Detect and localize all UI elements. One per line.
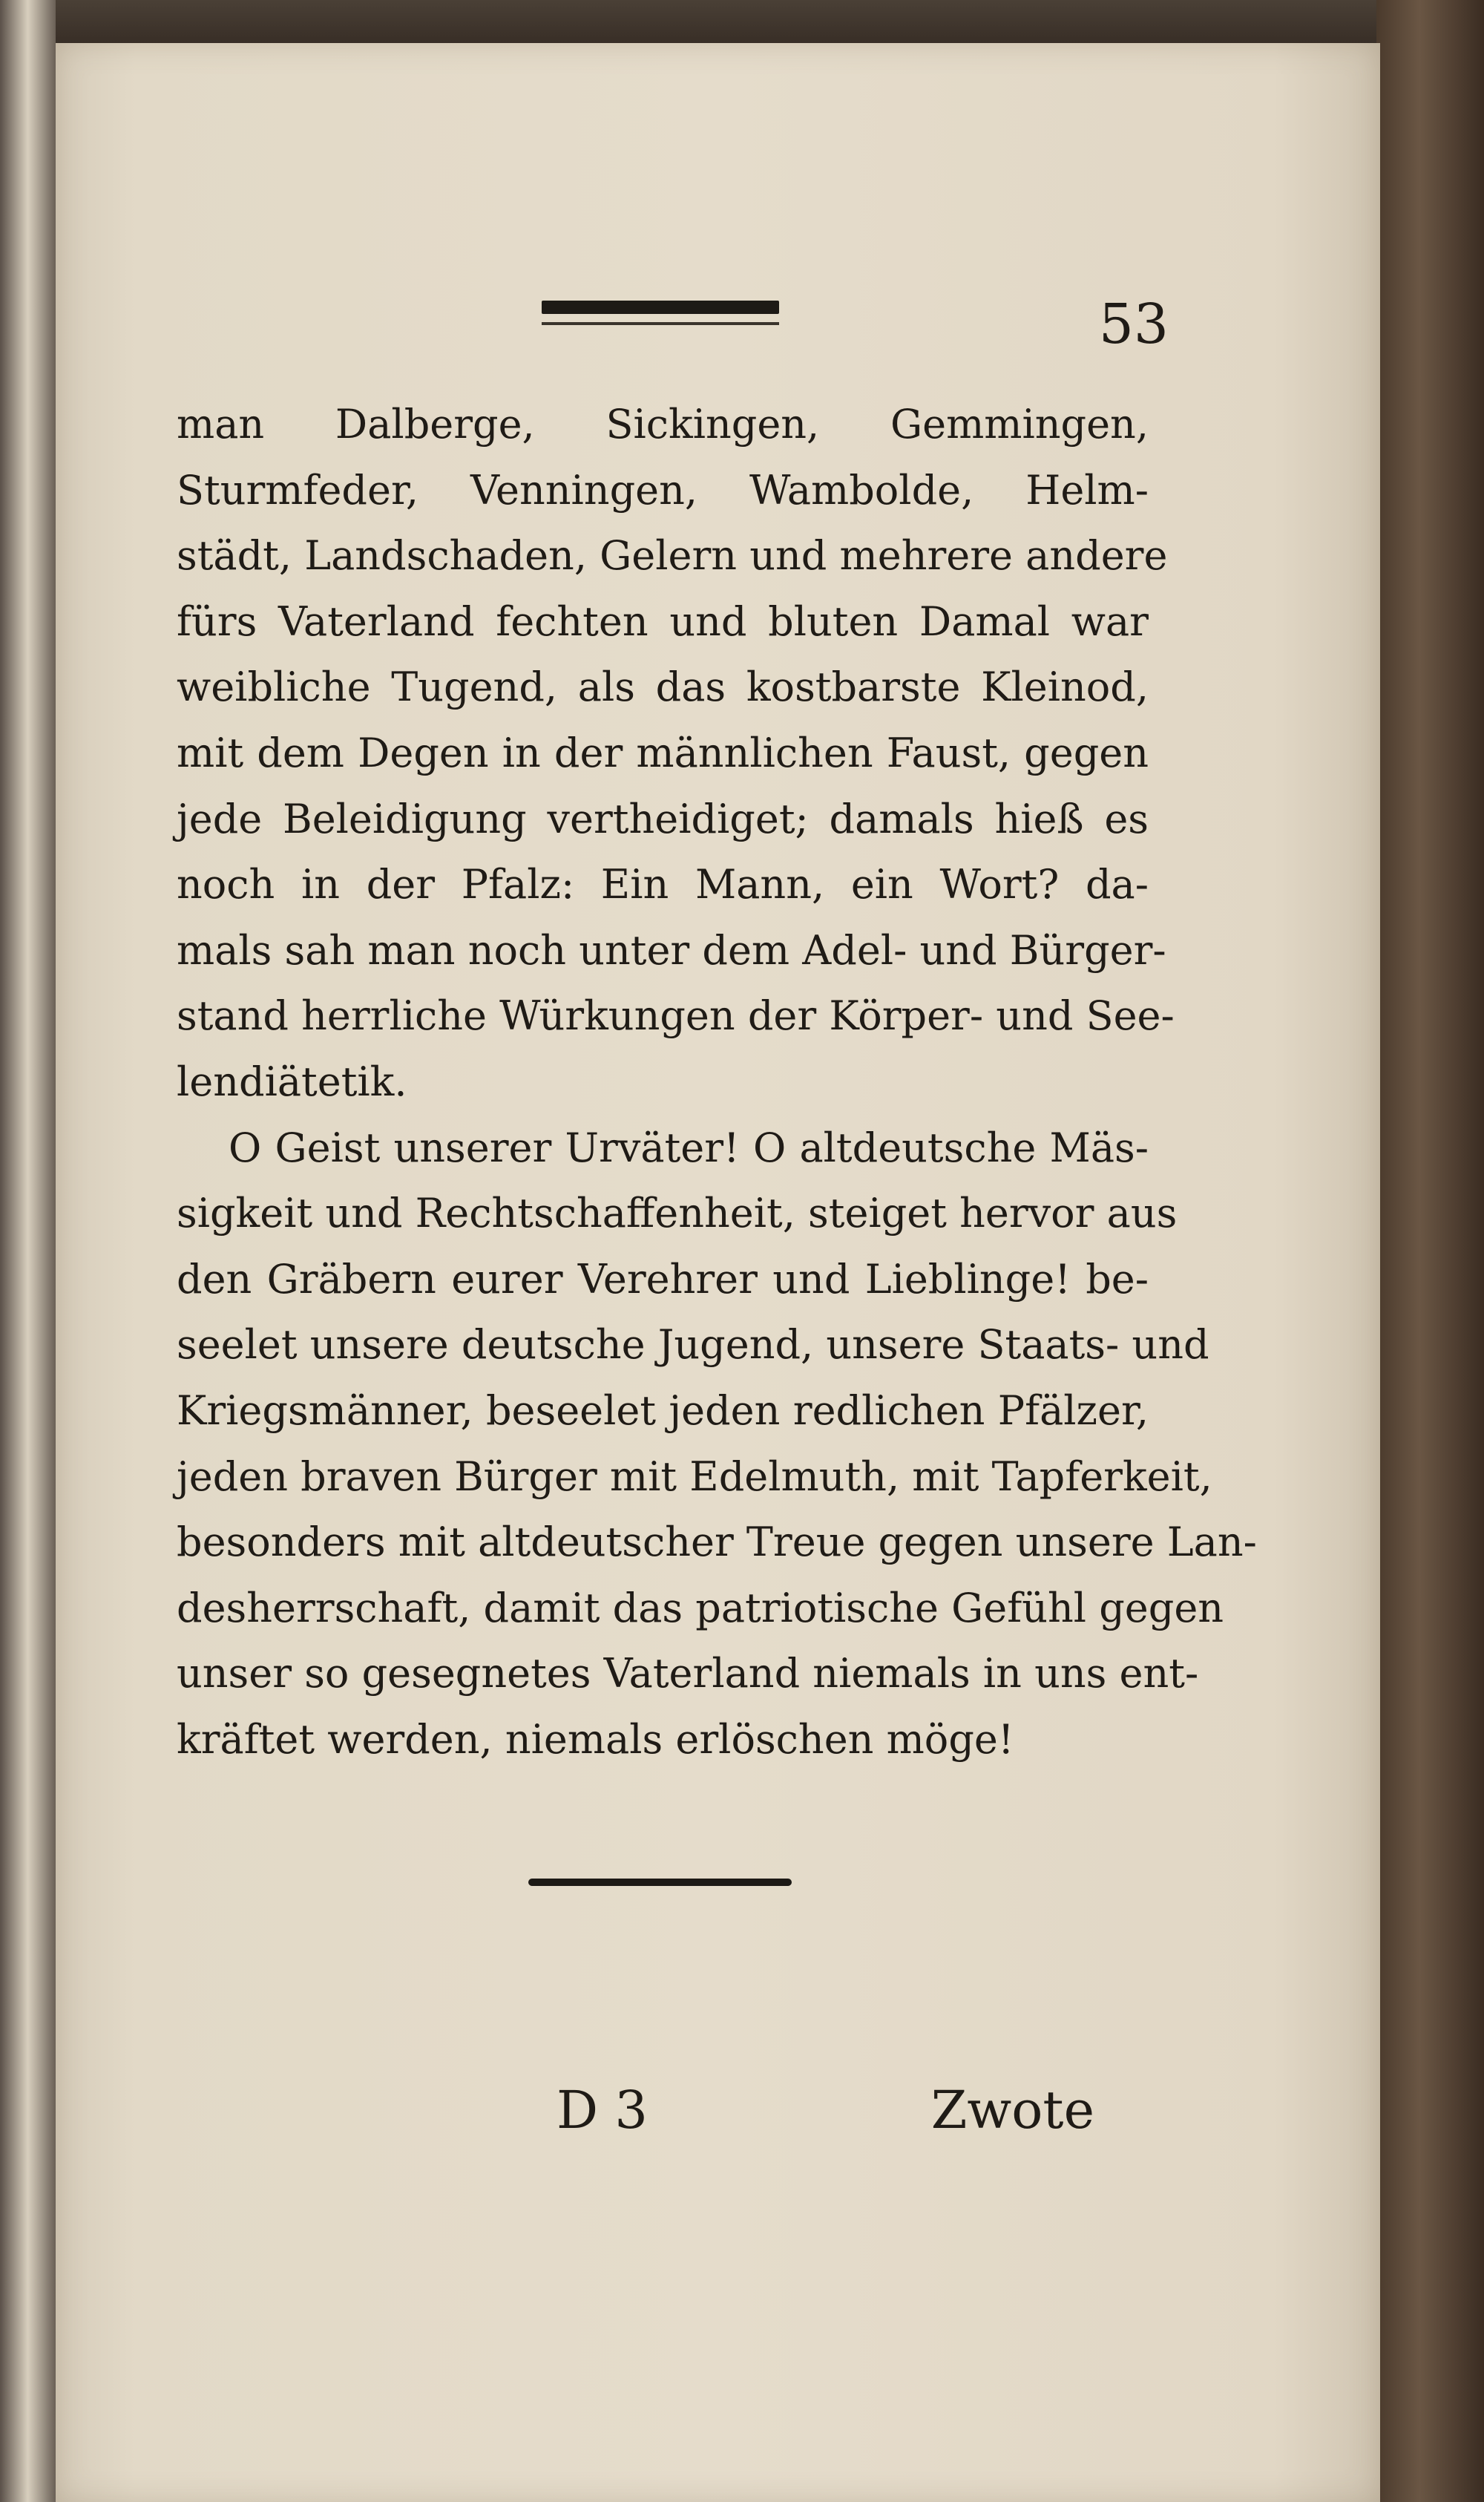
text-line: jede Beleidigung vertheidiget; damals hieß es — [177, 795, 1149, 842]
text-line: besonders mit altdeutscher Treue gegen unsere Lan- — [177, 1519, 1257, 1566]
header-rule — [542, 301, 779, 314]
text-line: sigkeit und Rechtschaffenheit, steiget hervor aus — [177, 1190, 1178, 1237]
text-line: Kriegsmänner, beseelet jeden redlichen Pfälzer, — [177, 1386, 1149, 1434]
text-line: Sturmfeder, Venningen, Wambolde, Helm- — [177, 466, 1149, 514]
book-cover-right — [1376, 0, 1484, 2502]
text-line: städt, Landschaden, Gelern und mehrere andere — [177, 532, 1168, 580]
text-line: mals sah man noch unter dem Adel- und Bürger- — [177, 926, 1166, 974]
page-number: 53 — [1098, 292, 1169, 356]
text-line: mit dem Degen in der männlichen Faust, gegen — [177, 729, 1149, 776]
text-line: noch in der Pfalz: Ein Mann, ein Wort? da- — [177, 861, 1149, 908]
text-line: desherrschaft, damit das patriotische Gefühl gegen — [177, 1584, 1224, 1631]
header-rule-thin — [542, 322, 779, 325]
text-line: man Dalberge, Sickingen, Gemmingen, — [177, 401, 1149, 448]
body-text — [177, 392, 1257, 1772]
text-line: lendiätetik. — [177, 1058, 407, 1105]
facing-page-edge — [0, 0, 56, 2502]
text-line: seelet unsere deutsche Jugend, unsere Staats- und — [177, 1321, 1209, 1369]
signature-mark: D 3 — [556, 2080, 648, 2141]
text-line: weibliche Tugend, als das kostbarste Kleinod, — [177, 664, 1149, 711]
footer-rule — [528, 1879, 792, 1886]
text-line: stand herrliche Würkungen der Körper- und See- — [177, 992, 1175, 1040]
text-line: kräftet werden, niemals erlöschen möge! — [177, 1715, 1014, 1763]
text-line: unser so gesegnetes Vaterland niemals in uns ent- — [177, 1650, 1199, 1697]
text-line: fürs Vaterland fechten und bluten Damal war — [177, 597, 1149, 645]
text-line: O Geist unserer Urväter! O altdeutsche Mäs- — [229, 1124, 1149, 1171]
text-line: den Gräbern eurer Verehrer und Lieblinge! be- — [177, 1255, 1149, 1303]
text-line: jeden braven Bürger mit Edelmuth, mit Tapferkeit, — [177, 1453, 1212, 1500]
catchword: Zwote — [930, 2080, 1094, 2141]
